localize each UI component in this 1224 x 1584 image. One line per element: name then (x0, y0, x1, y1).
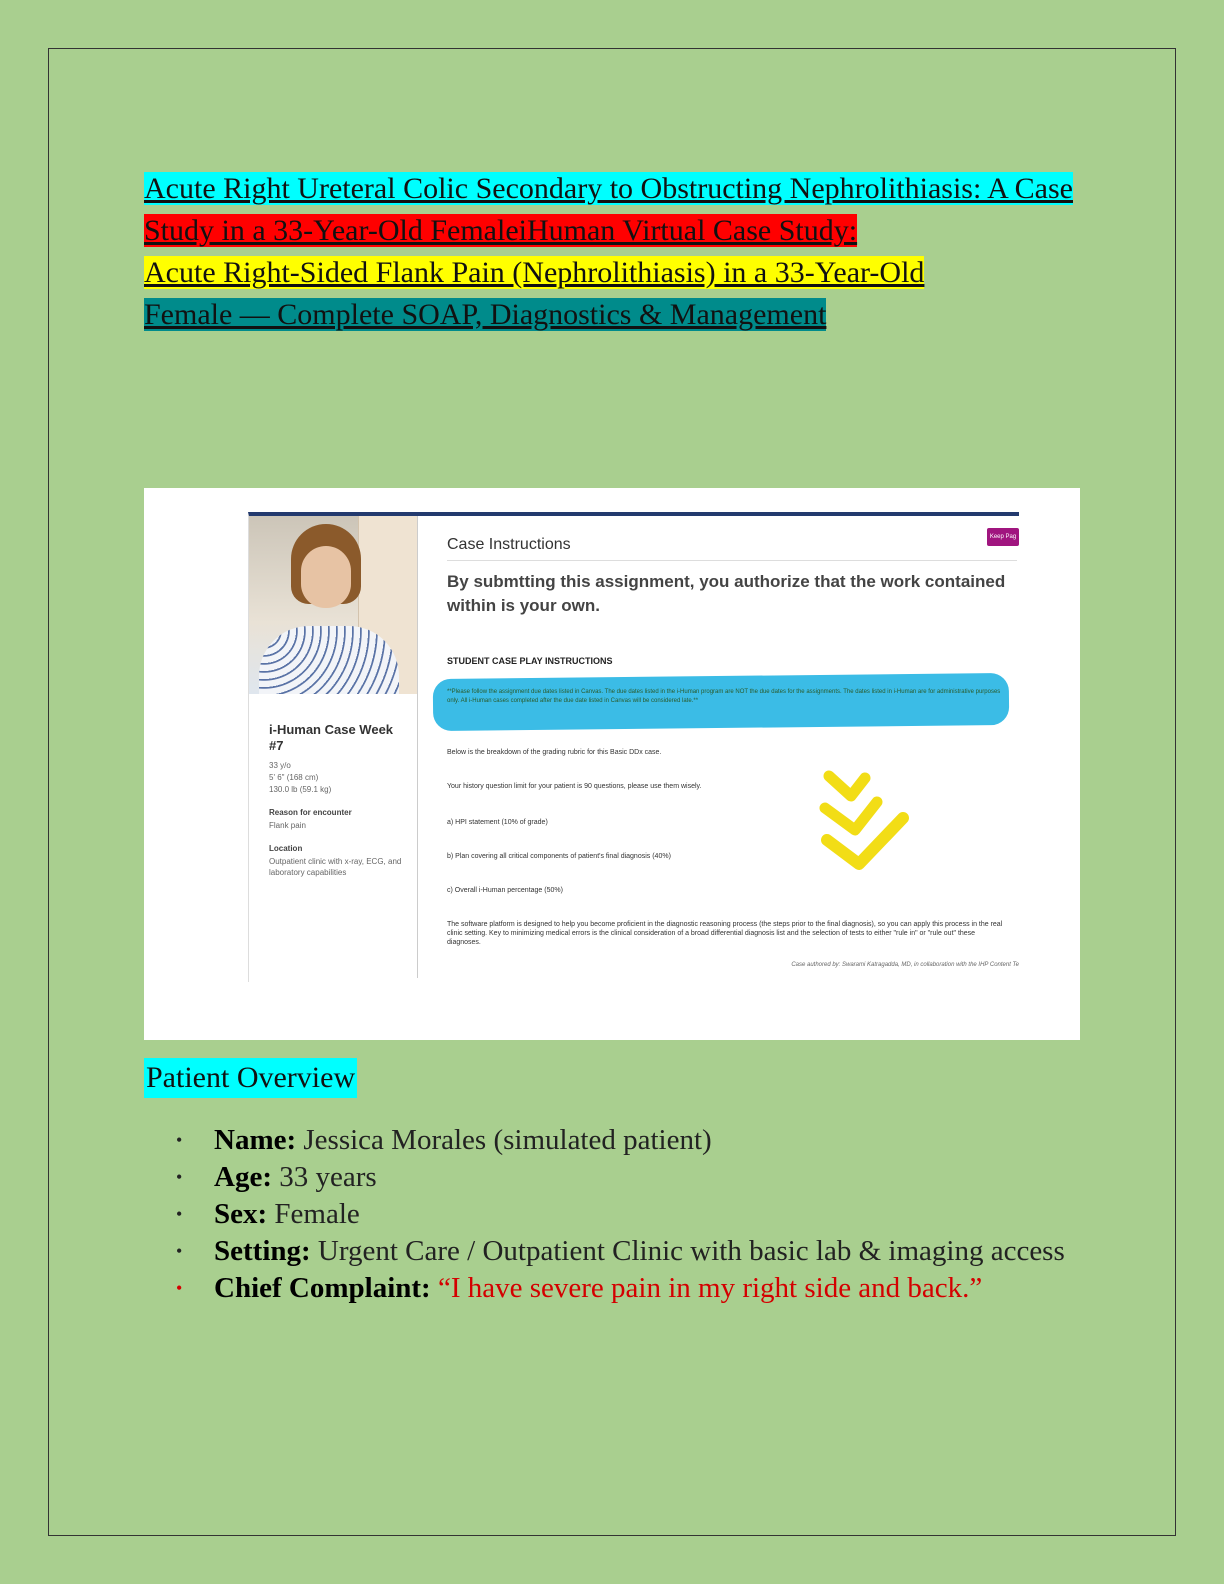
item-value: Urgent Care / Outpatient Clinic with basic lab & imaging access (310, 1235, 1065, 1267)
list-item-sex (176, 1196, 1076, 1233)
ihuman-case-panel (248, 512, 1019, 982)
case-instructions (439, 516, 1019, 978)
patient-sidebar (249, 516, 418, 978)
item-label: Chief Complaint: (214, 1272, 431, 1304)
author-credit: Case authored by: Swarami Katragadda, MD, in collaboration with the IHP Content Te (791, 962, 1019, 968)
platform-description: The software platform is designed to help you become proficient in the diagnostic reasoning process (the steps prior to the final diagnosis), so you can apply this process in the real clinic setting. Key to minimizing medical errors is the clinical consideration of a broad differential diagnosis list and the selection of tests to either "rule in" or "rule out" these diagnoses. (447, 921, 1003, 946)
bullet-icon: • (176, 1241, 183, 1261)
instructions-heading: STUDENT CASE PLAY INSTRUCTIONS (447, 656, 613, 666)
location-value: Outpatient clinic with x-ray, ECG, and laboratory capabilities (269, 857, 402, 877)
rubric-item-c: c) Overall i-Human percentage (50%) (447, 887, 563, 894)
item-value: Female (267, 1198, 360, 1230)
title-part-3: Acute Right-Sided Flank Pain (Nephrolithiasis) in a 33-Year-Old (144, 256, 925, 289)
bullet-icon: • (176, 1278, 183, 1298)
reason-label: Reason for encounter (269, 808, 352, 817)
item-value: 33 years (271, 1161, 377, 1193)
rubric-item-a: a) HPI statement (10% of grade) (447, 819, 548, 826)
embedded-screenshot (144, 488, 1080, 1040)
checkmark-icon (819, 768, 919, 878)
list-item-chief-complaint (176, 1270, 1076, 1307)
patient-overview-list (176, 1122, 1076, 1307)
case-title: i-Human Case Week #7 (269, 722, 394, 753)
list-item-setting (176, 1233, 1076, 1270)
patient-age: 33 y/o (269, 761, 291, 770)
item-value: Jessica Morales (simulated patient) (296, 1124, 712, 1156)
item-label: Setting: (214, 1235, 311, 1267)
title-part-4: Female — Complete SOAP, Diagnostics & Management (144, 298, 827, 331)
bullet-icon: • (176, 1167, 183, 1187)
divider (447, 560, 1017, 561)
title-part-1: Acute Right Ureteral Colic Secondary to Obstructing Nephrolithiasis: A Case (144, 172, 1073, 205)
case-instructions-title: Case Instructions (447, 536, 571, 553)
section-heading-patient-overview: Patient Overview (144, 1058, 357, 1098)
keep-page-button[interactable]: Keep Pag (987, 528, 1019, 546)
list-item-name (176, 1122, 1076, 1159)
item-label: Sex: (214, 1198, 268, 1230)
document-title (144, 168, 1084, 336)
due-date-note: **Please follow the assignment due dates listed in Canvas. The due dates listed in the i-Human program are NOT the due dates for the assignments. The dates listed in i-Human are for administrative purposes only. All i-Human cases completed after the due date listed in Canvas will be considered late.** (447, 689, 1001, 704)
chief-complaint-quote: “I have severe pain in my right side and back.” (430, 1272, 983, 1304)
patient-weight: 130.0 lb (59.1 kg) (269, 785, 332, 794)
bullet-icon: • (176, 1130, 183, 1150)
location-label: Location (269, 844, 303, 853)
patient-avatar (249, 516, 417, 694)
list-item-age (176, 1159, 1076, 1196)
item-label: Name: (214, 1124, 297, 1156)
question-limit: Your history question limit for your patient is 90 questions, please use them wisely. (447, 783, 702, 790)
rubric-intro: Below is the breakdown of the grading rubric for this Basic DDx case. (447, 749, 662, 756)
rubric-item-b: b) Plan covering all critical components of patient's final diagnosis (40%) (447, 853, 671, 860)
authorization-statement: By submtting this assignment, you authorize that the work contained within is your own. (447, 572, 1006, 615)
reason-value: Flank pain (269, 821, 306, 830)
patient-height: 5' 6" (168 cm) (269, 773, 319, 782)
bullet-icon: • (176, 1204, 183, 1224)
item-label: Age: (214, 1161, 272, 1193)
title-part-2: Study in a 33-Year-Old FemaleiHuman Virtual Case Study: (144, 214, 858, 247)
